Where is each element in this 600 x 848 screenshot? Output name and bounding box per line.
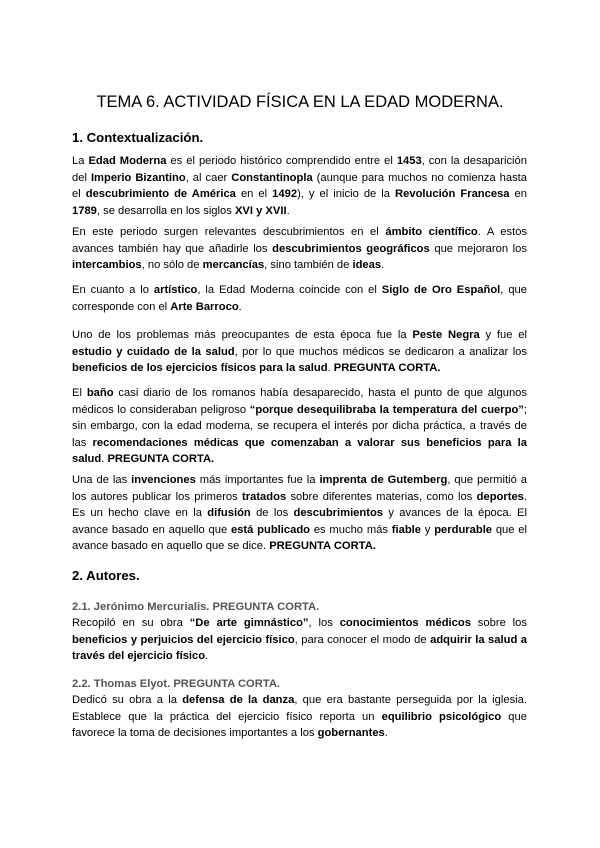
bold-text: Constantinopla bbox=[231, 171, 313, 184]
bold-text: imprenta de Gutemberg bbox=[319, 474, 448, 486]
bold-text: equilibrio psicológico bbox=[381, 710, 502, 723]
bold-text: ámbito científico bbox=[385, 226, 478, 238]
text-run: , por lo que muchos médicos se dedicaron a analizar los bbox=[234, 345, 527, 358]
text-run: es mucho más bbox=[310, 523, 392, 536]
text-run: y fue el bbox=[479, 329, 527, 341]
bold-text: beneficios y perjuicios del ejercicio físico bbox=[72, 633, 295, 646]
text-run: ), y el inicio de la bbox=[297, 188, 396, 200]
text-run: sobre diferentes materias, como los bbox=[286, 490, 477, 503]
bold-text: PREGUNTA CORTA. bbox=[333, 362, 441, 374]
section-heading-contextualizacion: 1. Contextualización. bbox=[72, 130, 204, 145]
bold-text: mercancías bbox=[202, 259, 265, 271]
text-run: . bbox=[327, 362, 334, 374]
text-run: En este periodo surgen relevantes descubrimientos en el bbox=[72, 226, 386, 238]
text-run: Recopiló en su obra bbox=[72, 617, 190, 629]
text-run: ; sin embargo, con la edad moderna, se recupera el interés por dicha práctica, a través de las bbox=[72, 403, 527, 449]
text-run: , se desarrolla en los siglos bbox=[96, 204, 235, 217]
bold-text: está publicado bbox=[230, 523, 311, 536]
bold-text: Edad Moderna bbox=[88, 155, 167, 167]
text-run: . bbox=[101, 453, 108, 465]
paragraph-elyot bbox=[72, 692, 527, 742]
section-heading-autores: 2. Autores. bbox=[72, 568, 140, 583]
bold-text: defensa de la danza bbox=[182, 694, 295, 706]
subsection-heading-mercurialis: 2.1. Jerónimo Mercurialis. PREGUNTA CORTA. bbox=[72, 601, 320, 613]
text-run: Dedicó su obra a la bbox=[72, 694, 183, 706]
text-run: , para conocer el modo de bbox=[294, 633, 431, 646]
bold-text: beneficios de los ejercicios físicos para la salud bbox=[72, 362, 328, 374]
text-run: que mejoraron los bbox=[429, 242, 527, 255]
text-run: que favorece la toma de decisiones importantes a los bbox=[72, 710, 527, 739]
bold-text: deportes bbox=[476, 490, 524, 503]
paragraph-peste-negra bbox=[72, 327, 527, 377]
bold-text: 1789 bbox=[72, 204, 97, 217]
bold-text: baño bbox=[86, 387, 114, 399]
bold-text: tratados bbox=[242, 490, 287, 503]
bold-text: 1453 bbox=[396, 155, 422, 167]
text-run: . A estos avances también hay que añadirle los bbox=[72, 226, 528, 255]
bold-text: intercambios bbox=[72, 259, 142, 271]
text-run: , que era bastante perseguida por la iglesia. Establece que la práctica del ejercicio físico reporta un bbox=[72, 694, 527, 723]
bold-text: estudio y cuidado de la salud bbox=[72, 345, 235, 358]
bold-text: PREGUNTA CORTA. bbox=[107, 453, 215, 465]
text-run: casi diario de los romanos había desaparecido, hasta el punto de que algunos médicos lo consideraban peligroso bbox=[72, 387, 527, 416]
subsection-heading-elyot: 2.2. Thomas Elyot. PREGUNTA CORTA. bbox=[72, 678, 281, 690]
text-run: En cuanto a lo bbox=[72, 284, 154, 296]
text-run: sobre los bbox=[470, 617, 527, 629]
text-run: . bbox=[238, 300, 242, 313]
bold-text: descubrimiento de América bbox=[85, 188, 236, 200]
text-run: , al caer bbox=[185, 171, 232, 184]
text-run: que el avance basado en aquello que se dice. bbox=[72, 523, 528, 552]
bold-text: descubrimientos geográficos bbox=[272, 242, 430, 255]
text-run: La bbox=[72, 155, 89, 167]
bold-text: “porque desequilibraba la temperatura del cuerpo” bbox=[249, 403, 524, 416]
text-run: y bbox=[421, 523, 435, 536]
bold-text: Peste Negra bbox=[412, 329, 480, 341]
text-run: . bbox=[205, 650, 209, 662]
text-run: , con la desaparición del bbox=[72, 155, 527, 184]
text-run: de los bbox=[250, 507, 294, 519]
bold-text: recomendaciones médicas que comenzaban a valorar sus beneficios para la salud bbox=[72, 436, 527, 465]
bold-text: adquirir la salud a través del ejercicio físico bbox=[72, 633, 527, 662]
text-run: . bbox=[381, 259, 385, 271]
paragraph-artistico bbox=[72, 282, 527, 315]
bold-text: Arte Barroco bbox=[170, 300, 239, 313]
bold-text: XVI y XVII bbox=[234, 204, 287, 217]
text-run: , que corresponde con el bbox=[72, 284, 527, 313]
text-run: y avances de la época. El avance basado en aquello que bbox=[72, 507, 527, 536]
text-run: , que permitió a los autores publicar los primeros bbox=[72, 474, 527, 503]
bold-text: 1492 bbox=[272, 188, 298, 200]
bold-text: Revolución Francesa bbox=[395, 188, 510, 200]
bold-text: Imperio Bizantino bbox=[90, 171, 186, 184]
bold-text: conocimientos médicos bbox=[339, 617, 471, 629]
text-run: . Es un hecho clave en la bbox=[72, 490, 528, 519]
text-run: en bbox=[509, 188, 527, 200]
bold-text: invenciones bbox=[131, 474, 196, 486]
bold-text: gobernantes bbox=[317, 727, 385, 739]
bold-text: “De arte gimnástico” bbox=[189, 617, 309, 629]
paragraph-mercurialis bbox=[72, 615, 527, 665]
paragraph-imprenta bbox=[72, 472, 527, 555]
text-run: El bbox=[72, 387, 87, 399]
paragraph-descubrimientos bbox=[72, 224, 527, 274]
text-run: , no sólo de bbox=[141, 259, 203, 271]
text-run: más importantes fue la bbox=[195, 474, 320, 486]
text-run: . bbox=[384, 727, 388, 739]
text-run: Una de las bbox=[72, 474, 132, 486]
bold-text: difusión bbox=[207, 507, 251, 519]
bold-text: descubrimientos bbox=[293, 507, 384, 519]
text-run: , sino también de bbox=[264, 259, 353, 271]
text-run: (aunque para muchos no comienza hasta el bbox=[72, 171, 527, 200]
text-run: Uno de los problemas más preocupantes de esta época fue la bbox=[72, 329, 413, 341]
bold-text: artístico bbox=[153, 284, 198, 296]
bold-text: perdurable bbox=[434, 523, 493, 536]
text-run: . bbox=[286, 204, 290, 217]
text-run: en el bbox=[235, 188, 273, 200]
page-title: TEMA 6. ACTIVIDAD FÍSICA EN LA EDAD MODERNA. bbox=[96, 93, 504, 111]
paragraph-edad-moderna bbox=[72, 153, 527, 219]
paragraph-bano bbox=[72, 385, 527, 468]
bold-text: PREGUNTA CORTA. bbox=[269, 540, 376, 552]
bold-text: Siglo de Oro Español bbox=[381, 284, 501, 296]
text-run: , los bbox=[308, 617, 340, 629]
bold-text: ideas bbox=[352, 259, 382, 271]
text-run: , la Edad Moderna coincide con el bbox=[197, 284, 382, 296]
text-run: es el periodo histórico comprendido entre el bbox=[166, 155, 397, 167]
bold-text: fiable bbox=[391, 523, 421, 536]
